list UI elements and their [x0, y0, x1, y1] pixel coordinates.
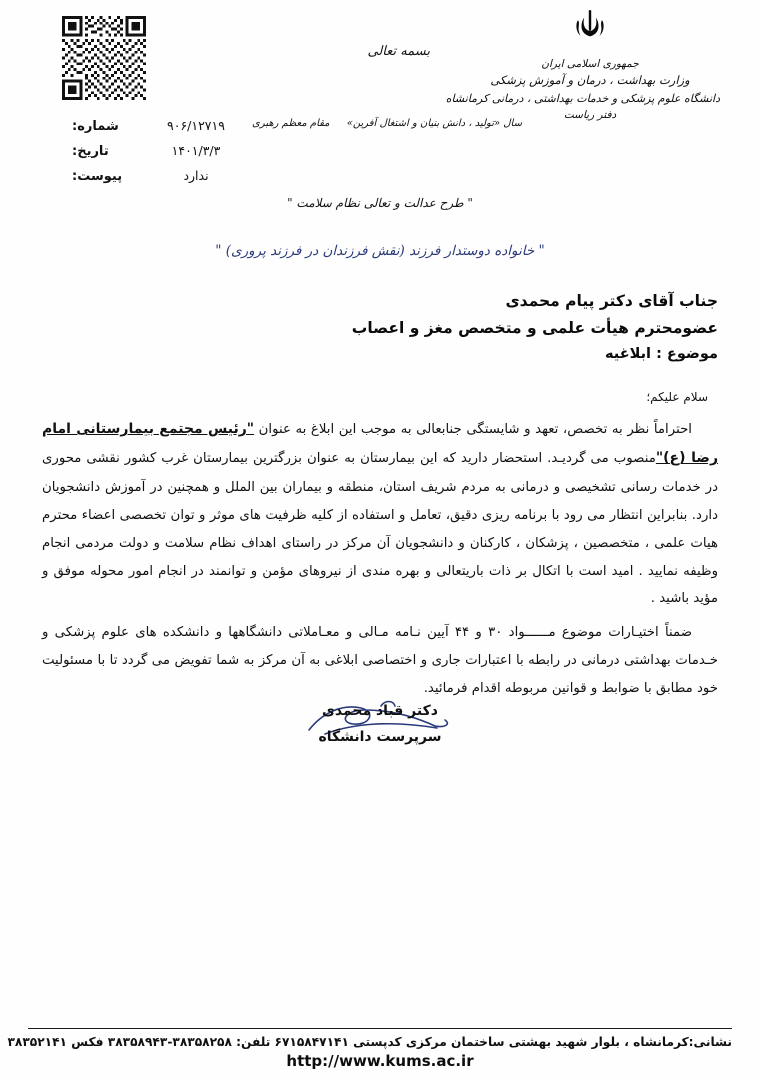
addressee-position: عضومحترم هیأت علمی و متخصص مغز و اعصاب	[351, 319, 718, 338]
meta-row-date	[72, 143, 262, 159]
year-slogan-attribution: مقام معظم رهبری	[252, 118, 330, 129]
letterhead-line-country: جمهوری اسلامی ایران	[541, 58, 639, 70]
meta-row-number	[72, 118, 262, 134]
qr-code	[62, 16, 146, 100]
salutation: سلام علیکم؛	[646, 390, 708, 404]
letterhead-line-ministry: وزارت بهداشت ، درمان و آموزش پزشکی	[490, 73, 690, 88]
footer-address: نشانی:کرمانشاه ، بلوار شهید بهشتی ساختمان مرکزی کدپستی ۶۷۱۵۸۴۷۱۴۱ تلفن: ۳۸۳۵۸۲۵۸-۳۸۳۵۸۹۴۳ فکس ۳۸۳۵۲۱۴۱	[7, 1035, 732, 1049]
body-paragraph-2: ضمناً اختیـارات موضوع مــــــواد ۳۰ و ۴۴ آیین نـامه مـالی و معـاملاتی دانشگاهها و دانشکده های علوم پزشکی و خـدمات بهداشتی درمانی در رابطه با اعتبارات جاری و اختصاصی ابلاغی به آن مرکز به شما تفویض می گردد تا با مسئولیت خود مطابق با ضوابط و قوانین مربوطه اقدام فرمائید.	[42, 625, 718, 697]
letterhead	[445, 8, 720, 123]
year-slogan-text: سال «تولید ، دانش بنیان و اشتغال آفرین»	[346, 118, 522, 129]
addressee-name: جناب آقای دکتر پیام محمدی	[505, 292, 718, 310]
addressee-block	[352, 288, 718, 368]
signature-block	[0, 700, 760, 745]
body-p1-after: منصوب می گردیـد. استحضار دارید که این بیمارستان به عنوان بزرگترین بیمارستان غرب کشور نقشی محوری در خدمات رسانی تشخیصی و درمانی به مردم شریف استان، منطقه و بیماران بین الملل و همچنین در آموزش دانشجویان دارد. بنابراین انتظار می رود با برنامه ریزی دقیق، تعامل و استفاده از کلیه ظرفیت های موثر و توان تخصصی اعضاء محترم هیات علمی ، متخصصین ، پزشکان ، کارکنان و دانشجویان آن مرکز در راستای اهداف نظام سلامت و دولت مردمی انجام وظیفه نمایید . امید است با اتکال بر ذات باریتعالی و بهره مندی از نیروهای مؤمن و توانمند در انجام امور محوله موفق و مؤید باشید .	[42, 451, 718, 607]
slogan-family: " خانواده دوستدار فرزند (نقش فرزندان در فرزند پروری) "	[215, 243, 545, 259]
body-p1-before: احتراماً نظر به تخصص، تعهد و شایستگی جنابعالی به موجب این ابلاغ به عنوان	[258, 422, 692, 437]
letterhead-line-office: دفتر ریاست	[563, 109, 617, 122]
signatory-title: سرپرست دانشگاه	[318, 729, 442, 745]
meta-row-attachment	[72, 168, 262, 184]
letter-body	[42, 415, 718, 709]
signatory-name: دکتر قباد محمدی	[322, 703, 438, 719]
letter-number-value: ۹۰۶/۱۲۷۱۹	[167, 118, 225, 133]
letter-number-label: شماره:	[72, 119, 119, 134]
year-slogan	[242, 118, 532, 129]
letter-attachment-label: پیوست:	[72, 169, 123, 184]
body-paragraph-1	[42, 415, 718, 613]
page-footer	[7, 1028, 732, 1070]
letter-subject: موضوع : ابلاغیه	[604, 346, 718, 363]
iran-emblem	[568, 8, 612, 54]
footer-divider	[28, 1028, 732, 1029]
footer-website-url[interactable]: http://www.kums.ac.ir	[286, 1052, 474, 1070]
letterhead-line-university: دانشگاه علوم پزشکی و خدمات بهداشتی ، درمانی کرمانشاه	[445, 92, 720, 106]
letter-meta	[72, 118, 262, 193]
appointed-role: "رئیس مجتمع بیمارستانی امام رضا (ع)"	[42, 421, 719, 467]
slogan-health-system: " طرح عدالت و تعالی نظام سلامت "	[287, 196, 473, 210]
letter-date-value: ۱۴۰۱/۳/۳	[171, 143, 221, 158]
letter-date-label: تاریخ:	[72, 144, 109, 159]
basmala: بسمه تعالی	[367, 44, 430, 59]
letter-attachment-value: ندارد	[183, 168, 209, 183]
